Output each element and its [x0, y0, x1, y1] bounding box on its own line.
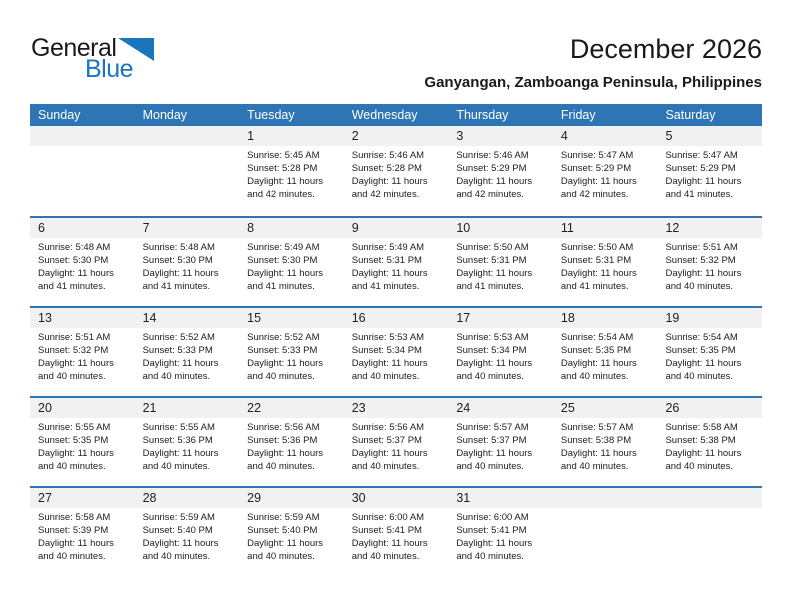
sunrise-text: Sunrise: 5:46 AM — [456, 150, 529, 161]
daylight-text: Daylight: 11 hours and 40 minutes. — [247, 358, 324, 382]
day-details — [239, 328, 344, 383]
sunrise-text: Sunrise: 5:55 AM — [142, 422, 215, 433]
day-cell-17 — [448, 308, 553, 396]
day-cell-30 — [344, 488, 449, 576]
daylight-text: Daylight: 11 hours and 40 minutes. — [351, 448, 428, 472]
general-blue-logo — [31, 34, 161, 83]
day-details — [657, 328, 762, 383]
day-header-tuesday: Tuesday — [247, 108, 295, 122]
page-title: December 2026 — [569, 34, 762, 64]
sunset-text: Sunset: 5:32 PM — [665, 255, 736, 266]
day-cell-20 — [30, 398, 135, 486]
daylight-text: Daylight: 11 hours and 41 minutes. — [351, 268, 428, 292]
day-number: 23 — [344, 398, 449, 418]
day-number: 11 — [553, 218, 658, 238]
sunrise-text: Sunrise: 5:56 AM — [247, 422, 320, 433]
day-details — [239, 508, 344, 563]
day-details — [344, 508, 449, 563]
day-cell-2 — [344, 126, 449, 216]
day-number: 12 — [657, 218, 762, 238]
day-details — [344, 146, 449, 201]
day-details — [30, 508, 135, 563]
empty-day-cell — [30, 126, 135, 216]
day-number: 29 — [239, 488, 344, 508]
daylight-text: Daylight: 11 hours and 40 minutes. — [560, 358, 637, 382]
daylight-text: Daylight: 11 hours and 40 minutes. — [665, 448, 742, 472]
sunrise-text: Sunrise: 5:46 AM — [351, 150, 425, 161]
daylight-text: Daylight: 11 hours and 41 minutes. — [142, 268, 219, 292]
day-cell-10 — [448, 218, 553, 306]
day-details — [448, 238, 553, 293]
sunset-text: Sunset: 5:36 PM — [247, 435, 318, 446]
week-row — [30, 396, 762, 486]
sunset-text: Sunset: 5:37 PM — [351, 435, 422, 446]
day-number: 15 — [239, 308, 344, 328]
daylight-text: Daylight: 11 hours and 41 minutes. — [247, 268, 324, 292]
daylight-text: Daylight: 11 hours and 42 minutes. — [247, 176, 324, 200]
day-number: 21 — [135, 398, 240, 418]
day-details — [553, 418, 658, 473]
day-cell-15 — [239, 308, 344, 396]
day-number: 19 — [657, 308, 762, 328]
sunrise-text: Sunrise: 5:59 AM — [247, 512, 320, 523]
daylight-text: Daylight: 11 hours and 40 minutes. — [38, 448, 114, 472]
daylight-text: Daylight: 11 hours and 40 minutes. — [142, 358, 219, 382]
daylight-text: Daylight: 11 hours and 41 minutes. — [560, 268, 637, 292]
day-cell-12 — [657, 218, 762, 306]
day-cell-26 — [657, 398, 762, 486]
sunset-text: Sunset: 5:38 PM — [560, 435, 632, 446]
day-details — [239, 238, 344, 293]
sunrise-text: Sunrise: 5:57 AM — [560, 422, 634, 433]
day-details — [657, 238, 762, 293]
sunrise-text: Sunrise: 5:47 AM — [665, 150, 738, 161]
daylight-text: Daylight: 11 hours and 42 minutes. — [560, 176, 637, 200]
sunrise-text: Sunrise: 5:45 AM — [247, 150, 320, 161]
sunrise-text: Sunrise: 5:53 AM — [351, 332, 425, 343]
day-cell-7 — [135, 218, 240, 306]
logo-text-blue: Blue — [85, 55, 134, 83]
sunrise-text: Sunrise: 5:53 AM — [456, 332, 529, 343]
daylight-text: Daylight: 11 hours and 40 minutes. — [665, 358, 742, 382]
sunset-text: Sunset: 5:38 PM — [665, 435, 736, 446]
day-cell-1 — [239, 126, 344, 216]
day-details — [448, 328, 553, 383]
day-number: 1 — [239, 126, 344, 146]
daylight-text: Daylight: 11 hours and 40 minutes. — [38, 358, 114, 382]
day-number: 20 — [30, 398, 135, 418]
day-number — [30, 126, 135, 146]
sunrise-text: Sunrise: 5:51 AM — [665, 242, 738, 253]
day-cell-28 — [135, 488, 240, 576]
sunset-text: Sunset: 5:30 PM — [38, 255, 109, 266]
sunrise-text: Sunrise: 5:54 AM — [560, 332, 634, 343]
title-block — [202, 34, 762, 91]
day-header-thursday: Thursday — [456, 108, 509, 122]
day-cell-14 — [135, 308, 240, 396]
day-number: 28 — [135, 488, 240, 508]
day-number: 7 — [135, 218, 240, 238]
sunset-text: Sunset: 5:35 PM — [560, 345, 632, 356]
sunset-text: Sunset: 5:30 PM — [142, 255, 213, 266]
sunset-text: Sunset: 5:31 PM — [456, 255, 527, 266]
day-number: 2 — [344, 126, 449, 146]
day-number: 17 — [448, 308, 553, 328]
day-cell-16 — [344, 308, 449, 396]
day-details — [448, 146, 553, 201]
day-cell-29 — [239, 488, 344, 576]
day-number: 5 — [657, 126, 762, 146]
sunrise-text: Sunrise: 6:00 AM — [351, 512, 425, 523]
day-details — [239, 418, 344, 473]
sunrise-text: Sunrise: 5:48 AM — [142, 242, 215, 253]
daylight-text: Daylight: 11 hours and 41 minutes. — [456, 268, 533, 292]
day-details — [344, 238, 449, 293]
sunrise-text: Sunrise: 5:48 AM — [38, 242, 111, 253]
day-cell-5 — [657, 126, 762, 216]
daylight-text: Daylight: 11 hours and 40 minutes. — [665, 268, 742, 292]
daylight-text: Daylight: 11 hours and 40 minutes. — [38, 538, 114, 562]
day-cell-6 — [30, 218, 135, 306]
day-cell-24 — [448, 398, 553, 486]
sunset-text: Sunset: 5:41 PM — [456, 525, 527, 536]
day-number: 26 — [657, 398, 762, 418]
day-cell-11 — [553, 218, 658, 306]
sunrise-text: Sunrise: 5:59 AM — [142, 512, 215, 523]
day-details — [448, 508, 553, 563]
week-row — [30, 126, 762, 216]
day-details — [344, 328, 449, 383]
day-cell-21 — [135, 398, 240, 486]
day-details — [239, 146, 344, 201]
sunset-text: Sunset: 5:30 PM — [247, 255, 318, 266]
day-number: 13 — [30, 308, 135, 328]
day-cell-31 — [448, 488, 553, 576]
day-number — [553, 488, 658, 508]
day-cell-25 — [553, 398, 658, 486]
sunset-text: Sunset: 5:34 PM — [351, 345, 422, 356]
day-number: 16 — [344, 308, 449, 328]
day-number: 27 — [30, 488, 135, 508]
day-details — [448, 418, 553, 473]
sunrise-text: Sunrise: 5:51 AM — [38, 332, 111, 343]
day-number — [135, 126, 240, 146]
sunset-text: Sunset: 5:28 PM — [351, 163, 422, 174]
daylight-text: Daylight: 11 hours and 40 minutes. — [142, 538, 219, 562]
sunset-text: Sunset: 5:36 PM — [142, 435, 213, 446]
day-details — [657, 146, 762, 201]
day-number: 14 — [135, 308, 240, 328]
daylight-text: Daylight: 11 hours and 40 minutes. — [247, 538, 324, 562]
day-header-wednesday: Wednesday — [351, 108, 418, 122]
sunrise-text: Sunrise: 5:57 AM — [456, 422, 529, 433]
sunset-text: Sunset: 5:41 PM — [351, 525, 422, 536]
sunset-text: Sunset: 5:29 PM — [665, 163, 736, 174]
sunrise-text: Sunrise: 5:58 AM — [665, 422, 738, 433]
logo-text-general: General — [31, 34, 117, 62]
daylight-text: Daylight: 11 hours and 42 minutes. — [456, 176, 533, 200]
daylight-text: Daylight: 11 hours and 40 minutes. — [456, 538, 533, 562]
day-cell-3 — [448, 126, 553, 216]
daylight-text: Daylight: 11 hours and 40 minutes. — [351, 538, 428, 562]
day-cell-8 — [239, 218, 344, 306]
day-number: 8 — [239, 218, 344, 238]
day-details — [135, 328, 240, 383]
day-cell-27 — [30, 488, 135, 576]
day-header-saturday: Saturday — [665, 108, 716, 122]
sunset-text: Sunset: 5:40 PM — [247, 525, 318, 536]
day-cell-13 — [30, 308, 135, 396]
day-number: 18 — [553, 308, 658, 328]
sunrise-text: Sunrise: 5:54 AM — [665, 332, 738, 343]
sunrise-text: Sunrise: 5:47 AM — [560, 150, 634, 161]
calendar-body — [30, 126, 762, 576]
sunrise-text: Sunrise: 5:52 AM — [142, 332, 215, 343]
sunset-text: Sunset: 5:39 PM — [38, 525, 109, 536]
sunset-text: Sunset: 5:31 PM — [351, 255, 422, 266]
sunset-text: Sunset: 5:29 PM — [456, 163, 527, 174]
calendar-header-row — [30, 104, 762, 126]
day-details — [553, 238, 658, 293]
day-number: 6 — [30, 218, 135, 238]
day-cell-4 — [553, 126, 658, 216]
day-number: 24 — [448, 398, 553, 418]
empty-day-cell — [657, 488, 762, 576]
sunrise-text: Sunrise: 5:55 AM — [38, 422, 111, 433]
day-header-friday: Friday — [560, 108, 596, 122]
day-number: 10 — [448, 218, 553, 238]
daylight-text: Daylight: 11 hours and 40 minutes. — [456, 358, 533, 382]
sunrise-text: Sunrise: 6:00 AM — [456, 512, 529, 523]
calendar-table — [30, 104, 762, 576]
day-header-sunday: Sunday — [38, 108, 81, 122]
day-cell-9 — [344, 218, 449, 306]
day-details — [657, 418, 762, 473]
daylight-text: Daylight: 11 hours and 40 minutes. — [456, 448, 533, 472]
daylight-text: Daylight: 11 hours and 40 minutes. — [560, 448, 637, 472]
sunset-text: Sunset: 5:34 PM — [456, 345, 527, 356]
sunset-text: Sunset: 5:35 PM — [665, 345, 736, 356]
daylight-text: Daylight: 11 hours and 41 minutes. — [665, 176, 742, 200]
sunrise-text: Sunrise: 5:52 AM — [247, 332, 320, 343]
page-subtitle: Ganyangan, Zamboanga Peninsula, Philippines — [424, 74, 762, 91]
day-number: 22 — [239, 398, 344, 418]
sunset-text: Sunset: 5:37 PM — [456, 435, 527, 446]
sunrise-text: Sunrise: 5:56 AM — [351, 422, 425, 433]
day-number: 9 — [344, 218, 449, 238]
day-cell-18 — [553, 308, 658, 396]
day-details — [135, 508, 240, 563]
day-details — [135, 238, 240, 293]
sunset-text: Sunset: 5:32 PM — [38, 345, 109, 356]
day-details — [30, 328, 135, 383]
sunrise-text: Sunrise: 5:49 AM — [351, 242, 425, 253]
day-details — [135, 418, 240, 473]
sunset-text: Sunset: 5:35 PM — [38, 435, 109, 446]
week-row — [30, 486, 762, 576]
day-cell-22 — [239, 398, 344, 486]
empty-day-cell — [135, 126, 240, 216]
daylight-text: Daylight: 11 hours and 40 minutes. — [247, 448, 324, 472]
sunset-text: Sunset: 5:40 PM — [142, 525, 213, 536]
day-details — [30, 418, 135, 473]
day-number: 30 — [344, 488, 449, 508]
day-details — [553, 328, 658, 383]
day-cell-19 — [657, 308, 762, 396]
week-row — [30, 216, 762, 306]
day-number: 25 — [553, 398, 658, 418]
day-details — [344, 418, 449, 473]
day-cell-23 — [344, 398, 449, 486]
daylight-text: Daylight: 11 hours and 42 minutes. — [351, 176, 428, 200]
sunset-text: Sunset: 5:31 PM — [560, 255, 632, 266]
sunset-text: Sunset: 5:28 PM — [247, 163, 318, 174]
sunrise-text: Sunrise: 5:58 AM — [38, 512, 111, 523]
week-row — [30, 306, 762, 396]
day-number: 31 — [448, 488, 553, 508]
day-details — [553, 146, 658, 201]
empty-day-cell — [553, 488, 658, 576]
daylight-text: Daylight: 11 hours and 41 minutes. — [38, 268, 114, 292]
day-details — [30, 238, 135, 293]
daylight-text: Daylight: 11 hours and 40 minutes. — [351, 358, 428, 382]
sunrise-text: Sunrise: 5:50 AM — [560, 242, 634, 253]
daylight-text: Daylight: 11 hours and 40 minutes. — [142, 448, 219, 472]
day-number: 4 — [553, 126, 658, 146]
sunset-text: Sunset: 5:33 PM — [142, 345, 213, 356]
sunset-text: Sunset: 5:33 PM — [247, 345, 318, 356]
sunset-text: Sunset: 5:29 PM — [560, 163, 632, 174]
day-number: 3 — [448, 126, 553, 146]
sunrise-text: Sunrise: 5:49 AM — [247, 242, 320, 253]
day-number — [657, 488, 762, 508]
day-header-monday: Monday — [142, 108, 188, 122]
sunrise-text: Sunrise: 5:50 AM — [456, 242, 529, 253]
